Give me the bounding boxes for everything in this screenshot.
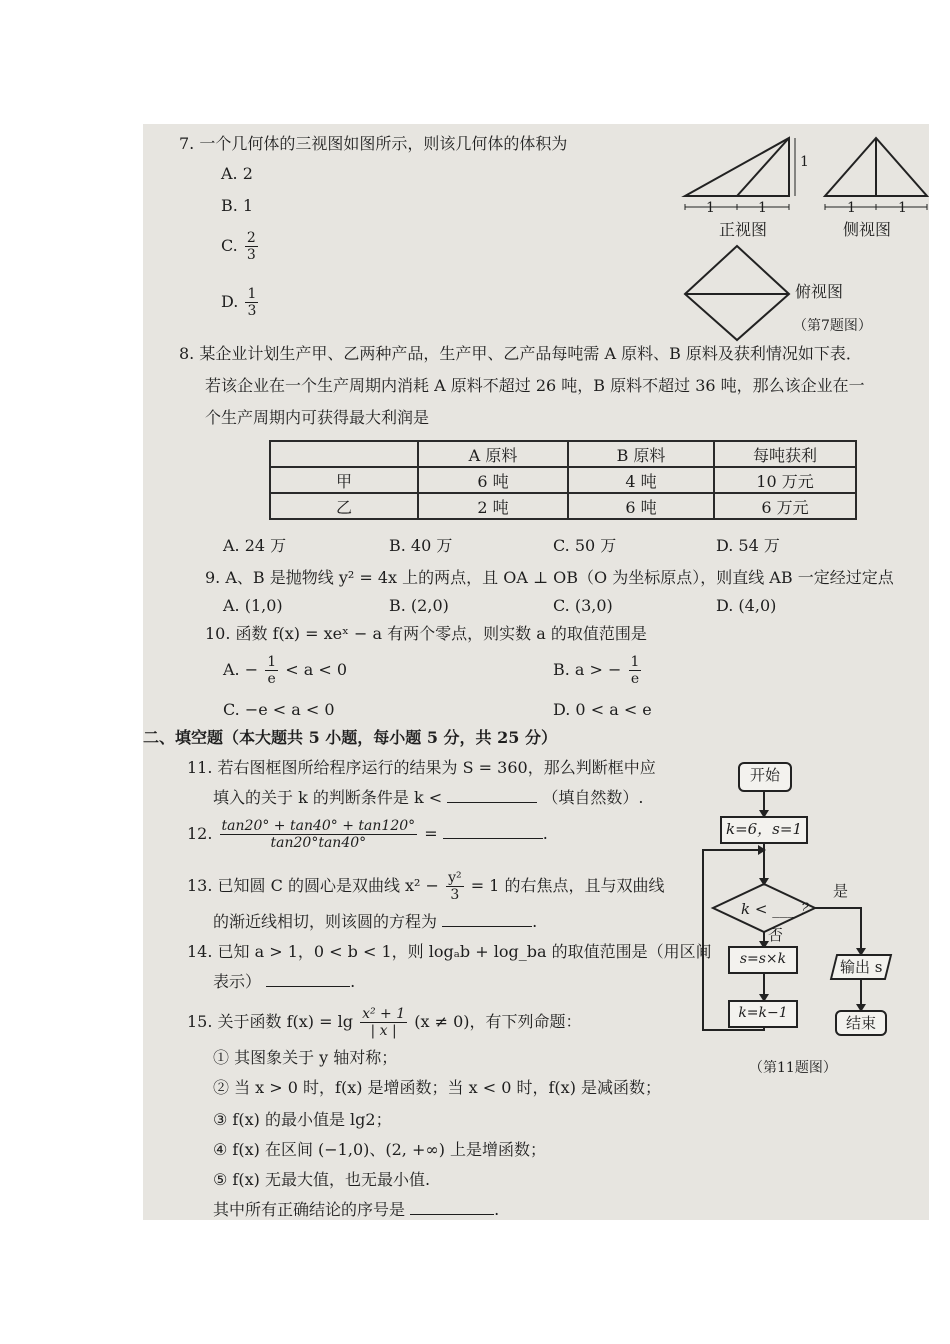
flowchart-multiply-box: s=s×k xyxy=(728,946,798,974)
table-header-cell: B 原料 xyxy=(568,441,714,467)
q12-answer-blank xyxy=(443,838,543,839)
q7-stem: 7. 一个几何体的三视图如图所示，则该几何体的体积为 xyxy=(179,134,568,153)
q7-option-b: B. 1 xyxy=(221,196,254,215)
q15-item-4: ④ f(x) 在区间 (−1,0)、(2, +∞) 上是增函数； xyxy=(213,1140,547,1159)
flowchart-caption: （第11题图） xyxy=(749,1060,837,1076)
table-row xyxy=(270,467,856,493)
q8-option-a: A. 24 万 xyxy=(223,536,287,555)
table-cell: 6 吨 xyxy=(418,467,568,493)
side-dim-1b: 1 xyxy=(898,200,907,216)
flowchart-condition: k < ___ ？ xyxy=(741,900,815,918)
exam-page xyxy=(143,124,929,1220)
q13-answer-blank xyxy=(442,926,532,927)
q8-option-c: C. 50 万 xyxy=(553,536,617,555)
table-header-cell: 每吨获利 xyxy=(714,441,856,467)
q14-line2: 表示） . xyxy=(213,972,356,991)
section-2-title: 二、填空题（本大题共 5 小题，每小题 5 分，共 25 分） xyxy=(143,728,557,747)
q13-line1: 13. 已知圆 C 的圆心是双曲线 x² − $\frac{\text{y²}}{3}$ = 1 的右焦点，且与双曲线 xyxy=(187,870,665,903)
q9-option-a: A. (1,0) xyxy=(223,596,283,615)
table-cell: 4 吨 xyxy=(568,467,714,493)
side-view-label: 侧视图 xyxy=(843,220,892,239)
flowchart-output: 输出 s xyxy=(830,954,892,980)
front-view-label: 正视图 xyxy=(719,220,768,239)
top-view-drawing xyxy=(685,246,789,340)
table-cell: 乙 xyxy=(270,493,418,519)
q11-line1: 11. 若右图框图所给程序运行的结果为 S = 360，那么判断框中应 xyxy=(187,758,656,777)
q9-stem: 9. A、B 是抛物线 y² = 4x 上的两点，且 OA ⊥ OB（O 为坐标原点），则直线 AB 一定经过定点 xyxy=(205,568,894,587)
q15-conclusion: 其中所有正确结论的序号是 . xyxy=(213,1200,500,1219)
q15-item-1: ① 其图象关于 y 轴对称； xyxy=(213,1048,398,1067)
q15-stem: 15. 关于函数 f(x) = lg $\frac{\text{x² + 1}}{| x |}$ (x ≠ 0)，有下列命题： xyxy=(187,1006,582,1039)
q14-answer-blank xyxy=(266,986,350,987)
q10-stem: 10. 函数 f(x) = xeˣ − a 有两个零点，则实数 a 的取值范围是 xyxy=(205,624,647,643)
q15-item-3: ③ f(x) 的最小值是 lg2； xyxy=(213,1110,392,1129)
table-cell: 6 万元 xyxy=(714,493,856,519)
flowchart-init-box: k=6，s=1 xyxy=(720,816,808,844)
table-cell: 10 万元 xyxy=(714,467,856,493)
q9-option-c: C. (3,0) xyxy=(553,596,613,615)
table-cell: 甲 xyxy=(270,467,418,493)
table-header-row xyxy=(270,441,856,467)
q7-option-c: C. $\frac{2}{3}$ xyxy=(221,230,256,263)
top-view-label: 俯视图 xyxy=(795,282,844,301)
flowchart-start: 开始 xyxy=(738,762,792,792)
table-cell: 2 吨 xyxy=(418,493,568,519)
q12-text: 12. $\frac{\tan 20^\circ + \tan 40^\circ + \tan 120^\circ}{\tan 20^\circ\tan 40^\circ}$ = . xyxy=(187,818,548,851)
table-row xyxy=(270,493,856,519)
side-view-drawing xyxy=(825,138,927,196)
q10-option-b: B. a > − $\frac{1}{e}$ xyxy=(553,654,640,687)
q14-line1: 14. 已知 a > 1，0 < b < 1，则 logₐb + log_ba 的取值范围是（用区间 xyxy=(187,942,712,961)
table-header-cell xyxy=(270,441,418,467)
side-dim-1a: 1 xyxy=(847,200,856,216)
q8-option-d: D. 54 万 xyxy=(716,536,780,555)
q8-line2: 若该企业在一个生产周期内消耗 A 原料不超过 26 吨，B 原料不超过 36 吨，那么该企业在一 xyxy=(205,376,865,395)
q7-figure-caption: （第7题图） xyxy=(793,318,872,334)
q8-data-table xyxy=(269,440,857,520)
q10-option-a: A. − $\frac{1}{e}$ < a < 0 xyxy=(223,654,348,687)
q15-answer-blank xyxy=(410,1214,494,1215)
q10-option-d: D. 0 < a < e xyxy=(553,700,652,719)
q7-option-d: D. $\frac{1}{3}$ xyxy=(221,286,257,319)
table-cell: 6 吨 xyxy=(568,493,714,519)
q11-answer-blank xyxy=(447,802,537,803)
q8-line1: 8. 某企业计划生产甲、乙两种产品，生产甲、乙产品每吨需 A 原料、B 原料及获利情况如下表． xyxy=(179,344,862,363)
q9-option-b: B. (2,0) xyxy=(389,596,449,615)
q8-option-b: B. 40 万 xyxy=(389,536,453,555)
q11-line2: 填入的关于 k 的判断条件是 k < （填自然数）. xyxy=(213,788,644,807)
flowchart-decrement-box: k=k−1 xyxy=(728,1000,798,1028)
front-dim-1b: 1 xyxy=(758,200,767,216)
q13-line2: 的渐近线相切，则该圆的方程为 . xyxy=(213,912,538,931)
q15-item-5: ⑤ f(x) 无最大值，也无最小值. xyxy=(213,1170,431,1189)
table-header-cell: A 原料 xyxy=(418,441,568,467)
q10-option-c: C. −e < a < 0 xyxy=(223,700,335,719)
q9-option-d: D. (4,0) xyxy=(716,596,777,615)
flowchart-no-label: 否 xyxy=(768,926,784,944)
front-dim-1a: 1 xyxy=(706,200,715,216)
front-dim-height: 1 xyxy=(800,154,809,170)
front-view-drawing xyxy=(685,138,789,196)
flowchart-end: 结束 xyxy=(835,1010,887,1036)
q8-line3: 个生产周期内可获得最大利润是 xyxy=(205,408,430,427)
q7-option-a: A. 2 xyxy=(221,164,253,183)
q15-item-2: ② 当 x > 0 时，f(x) 是增函数；当 x < 0 时，f(x) 是减函数； xyxy=(213,1078,662,1097)
flowchart-yes-label: 是 xyxy=(833,882,849,900)
